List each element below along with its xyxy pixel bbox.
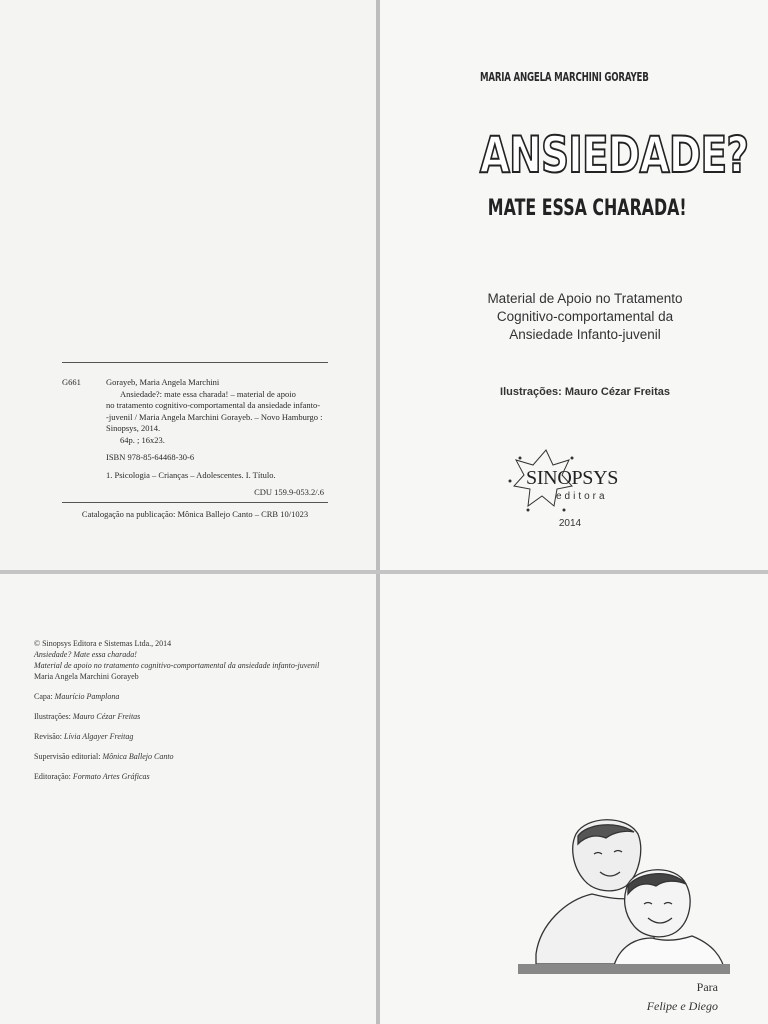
dedication — [647, 978, 718, 1016]
catalog-credit: Catalogação na publicação: Mônica Ballejo Canto – CRB 10/1023 — [81, 508, 309, 519]
catalog-page — [0, 0, 376, 570]
credit-editoracao: Editoração: Formato Artes Gráficas — [34, 772, 150, 781]
book-gutter — [376, 0, 380, 1024]
copyright-title: Ansiedade? Mate essa charada! — [34, 650, 137, 659]
two-boys-illustration-icon — [516, 814, 730, 974]
dedication-names: Felipe e Diego — [646, 999, 718, 1013]
catalog-code: G661 — [62, 377, 81, 387]
copyright-subtitle: Material de apoio no tratamento cognitivo-comportamental da ansiedade infanto-juvenil — [34, 661, 320, 670]
catalog-line: -juvenil / Maria Angela Marchini Gorayeb. – Novo Hamburgo : — [106, 411, 323, 422]
publisher-logo — [506, 448, 626, 518]
catalog-line: 64p. ; 16x23. — [120, 434, 165, 445]
catalog-line: no tratamento cognitivo-comportamental da ansiedade infanto- — [106, 400, 321, 410]
support-line: Cognitivo-comportamental da — [496, 309, 674, 324]
catalog-card — [62, 362, 328, 520]
catalog-cdu: CDU 159.9-053.2/.6 — [254, 487, 324, 497]
catalog-isbn: ISBN 978-85-64468-30-6 — [106, 452, 195, 462]
illustrator-credit: Ilustrações: Mauro Cézar Freitas — [500, 386, 670, 398]
catalog-body — [106, 363, 328, 499]
credit-ilustracoes: Ilustrações: Mauro Cézar Freitas — [34, 712, 141, 721]
support-line: Ansiedade Infanto-juvenil — [509, 327, 661, 342]
catalog-line: Gorayeb, Maria Angela Marchini — [106, 377, 220, 387]
support-text — [420, 290, 750, 344]
copyright-line: © Sinopsys Editora e Sistemas Ltda., 2014 — [34, 639, 172, 648]
author-name: MARIA ANGELA MARCHINI GORAYEB — [480, 70, 649, 84]
credit-supervisao: Supervisão editorial: Mônica Ballejo Canto — [34, 752, 174, 761]
catalog-line: Sinopsys, 2014. — [106, 423, 161, 433]
publication-year: 2014 — [558, 518, 582, 529]
support-line: Material de Apoio no Tratamento — [487, 291, 683, 306]
copyright-author: Maria Angela Marchini Gorayeb — [34, 672, 139, 681]
catalog-line: Ansiedade?: mate essa charada! – material de apoio — [120, 388, 296, 399]
title-page — [380, 0, 768, 570]
copyright-block — [34, 638, 319, 782]
dedication-para: Para — [696, 980, 718, 994]
book-subtitle: MATE ESSA CHARADA! — [487, 196, 687, 221]
credit-revisao: Revisão: Lívia Algayer Freitag — [34, 732, 134, 741]
book-title: ANSIEDADE? — [479, 126, 749, 184]
credit-capa: Capa: Maurício Pamplona — [34, 692, 120, 701]
publisher-sub: editora — [556, 491, 608, 502]
copyright-page — [0, 574, 376, 1024]
dedication-page — [380, 574, 768, 1024]
catalog-subjects: 1. Psicologia – Crianças – Adolescentes. I. Título. — [106, 469, 276, 480]
page-seam — [0, 570, 768, 574]
catalog-bottom-rule — [62, 502, 328, 503]
publisher-name: SINOPSYS — [526, 467, 619, 489]
